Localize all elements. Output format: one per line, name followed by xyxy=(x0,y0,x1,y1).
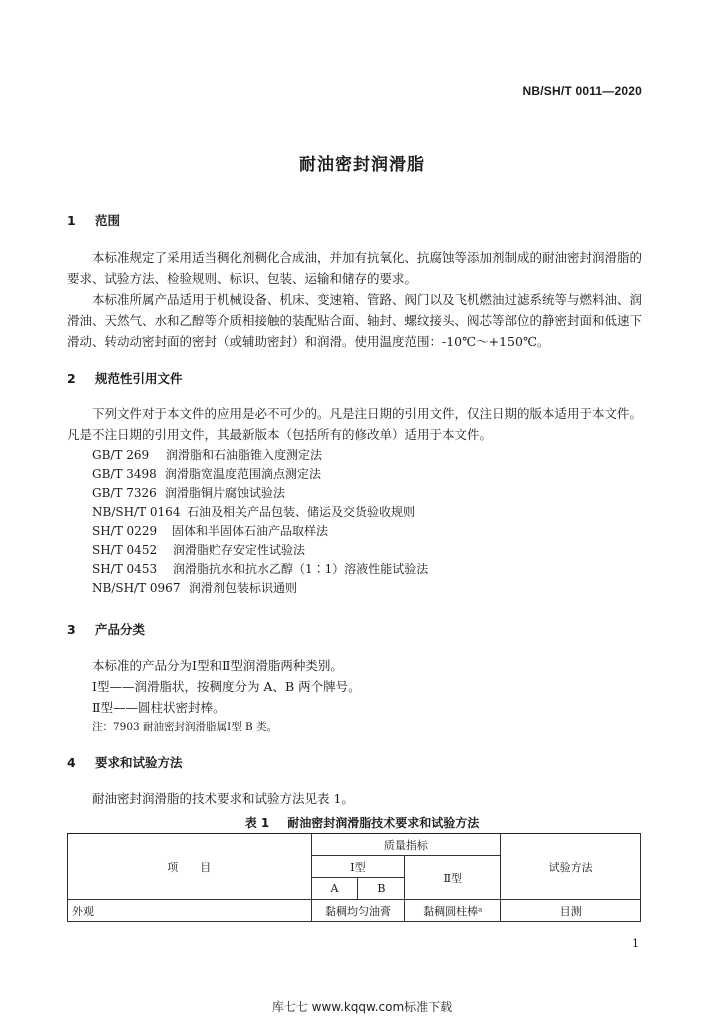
reference-code: NB/SH/T 0967 xyxy=(92,581,181,595)
section-1-heading xyxy=(67,211,120,229)
section-1-paragraph-2: 本标准所属产品适用于机械设备、机床、变速箱、管路、阀门以及飞机燃油过滤系统等与燃料油、润滑油、天然气、水和乙醇等介质相接触的装配贴合面、轴封、螺纹接头、阀芯等部位的静密封面和低速下滑动、转动动密封面的密封（或辅助密封）和润滑。使用温度范围：-10℃～+150℃。 xyxy=(67,292,643,349)
section-number: 4 xyxy=(67,755,76,770)
header-grade-a: A xyxy=(311,878,358,900)
row-test-method: 目测 xyxy=(501,900,641,922)
reference-title: 石油及相关产品包装、储运及交货验收规则 xyxy=(187,505,416,519)
section-1-paragraph-1: 本标准规定了采用适当稠化剂稠化合成油，并加有抗氧化、抗腐蚀等添加剂制成的耐油密封润滑脂的要求、试验方法、检验规则、标识、包装、运输和储存的要求。 xyxy=(67,250,643,286)
reference-item xyxy=(92,560,428,579)
reference-code: GB/T 7326 xyxy=(92,486,157,500)
classification-intro: 本标准的产品分为Ⅰ型和Ⅱ型润滑脂两种类别。 xyxy=(92,658,343,673)
reference-code: NB/SH/T 0164 xyxy=(92,505,181,519)
table-row xyxy=(68,900,641,922)
download-watermark: 库七七 www.kqqw.com标准下载 xyxy=(271,1000,453,1014)
table-caption xyxy=(0,814,724,831)
reference-item xyxy=(92,484,285,503)
section-number: 1 xyxy=(67,213,76,228)
table-number: 表 1 xyxy=(244,816,270,830)
page-number: 1 xyxy=(632,937,639,950)
section-2-intro: 下列文件对于本文件的应用是必不可少的。凡是注日期的引用文件，仅注日期的版本适用于本文件。凡是不注日期的引用文件，其最新版本（包括所有的修改单）适用于本文件。 xyxy=(67,406,643,442)
section-number: 3 xyxy=(67,622,76,637)
row-type-1-value: 黏稠均匀油膏 xyxy=(311,900,405,922)
row-type-2-value: 黏稠圆柱棒ᵃ xyxy=(405,900,501,922)
table-title: 耐油密封润滑脂技术要求和试验方法 xyxy=(287,816,480,830)
row-item: 外观 xyxy=(68,900,312,922)
reference-title: 润滑脂贮存安定性试验法 xyxy=(173,543,306,557)
type-2-description: Ⅱ型——圆柱状密封棒。 xyxy=(92,700,226,715)
header-grade-b: B xyxy=(358,878,405,900)
reference-code: SH/T 0229 xyxy=(92,524,158,538)
section-title: 规范性引用文件 xyxy=(95,371,183,386)
reference-title: 固体和半固体石油产品取样法 xyxy=(172,524,329,538)
header-test-method: 试验方法 xyxy=(501,834,641,900)
header-type-2: Ⅱ型 xyxy=(405,856,501,900)
section-title: 范围 xyxy=(95,213,121,228)
document-title: 耐油密封润滑脂 xyxy=(299,155,425,175)
standard-number: NB/SH/T 0011—2020 xyxy=(522,84,642,98)
reference-item xyxy=(92,446,322,465)
section-4-text: 耐油密封润滑脂的技术要求和试验方法见表 1。 xyxy=(92,791,354,806)
section-2-heading xyxy=(67,369,183,387)
type-1-description: Ⅰ型——润滑脂状，按稠度分为 A、B 两个牌号。 xyxy=(92,679,361,694)
header-quality-index: 质量指标 xyxy=(311,834,501,856)
reference-item xyxy=(92,522,328,541)
requirements-table xyxy=(67,833,641,922)
section-4-heading xyxy=(67,753,183,771)
header-type-1: Ⅰ型 xyxy=(311,856,405,878)
reference-code: SH/T 0452 xyxy=(92,543,158,557)
table-header-row xyxy=(68,834,641,856)
reference-code: GB/T 3498 xyxy=(92,467,157,481)
section-number: 2 xyxy=(67,371,76,386)
classification-note: 注：7903 耐油密封润滑脂属Ⅰ型 B 类。 xyxy=(92,721,278,733)
header-item: 项 目 xyxy=(68,834,312,900)
section-title: 要求和试验方法 xyxy=(95,755,183,770)
reference-item xyxy=(92,465,321,484)
reference-item xyxy=(92,579,297,598)
section-3-heading xyxy=(67,620,145,638)
reference-title: 润滑脂抗水和抗水乙醇（1∶1）溶液性能试验法 xyxy=(173,562,429,576)
reference-code: GB/T 269 xyxy=(92,448,150,462)
reference-title: 润滑脂铜片腐蚀试验法 xyxy=(165,486,286,500)
reference-item xyxy=(92,541,305,560)
section-title: 产品分类 xyxy=(95,622,146,637)
reference-item xyxy=(92,503,415,522)
reference-code: SH/T 0453 xyxy=(92,562,158,576)
reference-title: 润滑脂和石油脂锥入度测定法 xyxy=(166,448,323,462)
reference-title: 润滑剂包装标识通则 xyxy=(189,581,298,595)
reference-title: 润滑脂宽温度范围滴点测定法 xyxy=(165,467,322,481)
